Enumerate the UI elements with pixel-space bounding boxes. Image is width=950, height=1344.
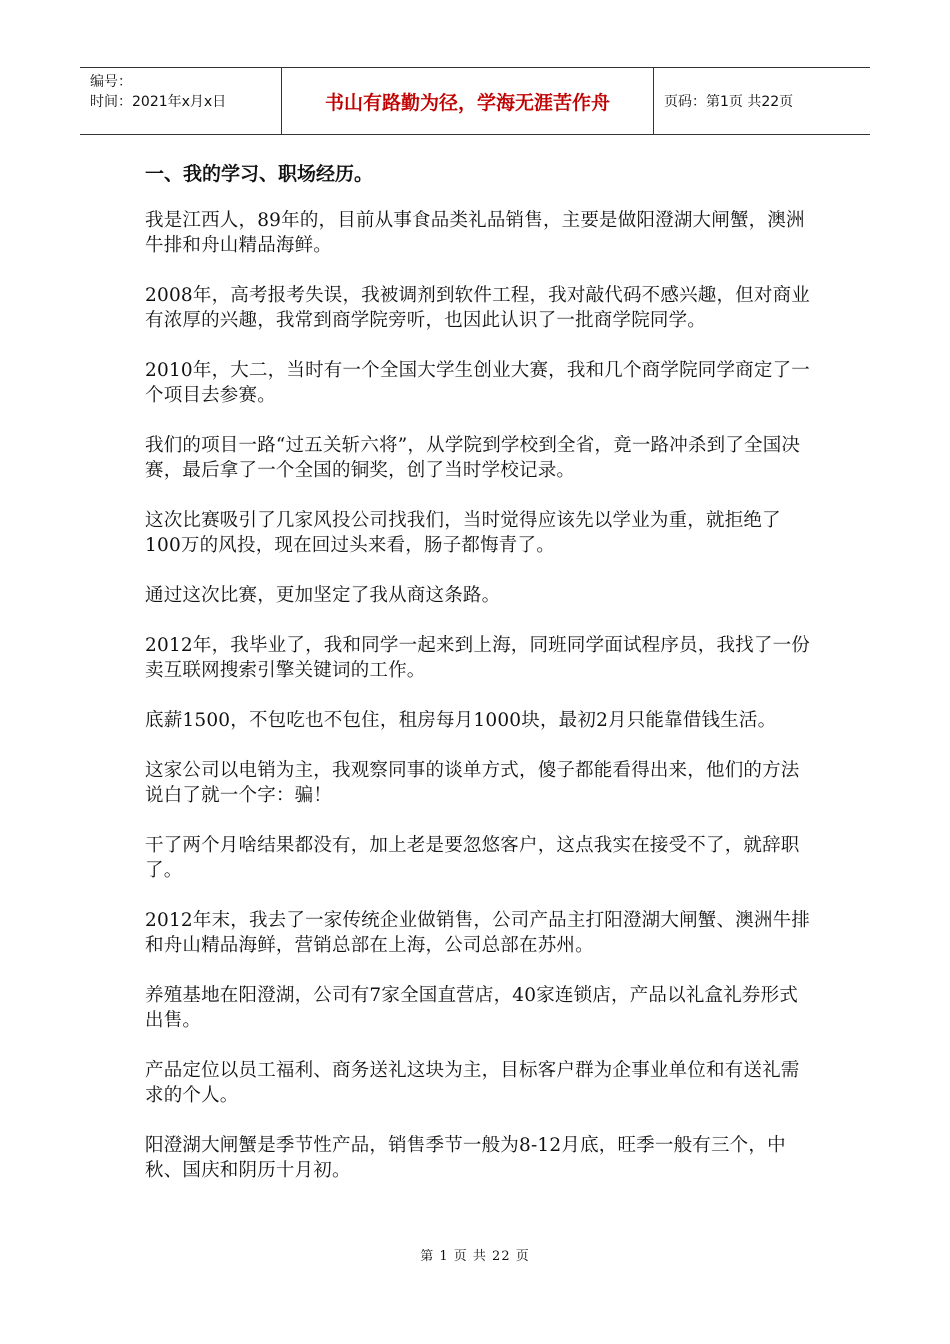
paragraph: 这家公司以电销为主，我观察同事的谈单方式，傻子都能看得出来，他们的方法说白了就一个字：骗！ [145,760,800,806]
paragraph: 养殖基地在阳澄湖，公司有7家全国直营店，40家连锁店，产品以礼盒礼券形式出售。 [145,985,799,1031]
paragraph: 2008年，高考报考失误，我被调剂到软件工程，我对敲代码不感兴趣，但对商业有浓厚的兴趣，我常到商学院旁听，也因此认识了一批商学院同学。 [145,285,810,331]
number-label: 编号： [90,74,132,90]
page-header [80,67,870,135]
header-page-info: 页码：第1页 共22页 [664,94,794,110]
paragraph: 通过这次比赛，更加坚定了我从商这条路。 [145,585,501,606]
paragraph: 阳澄湖大闸蟹是季节性产品，销售季节一般为8-12月底，旺季一般有三个，中秋、国庆和阴历十月初。 [145,1135,786,1181]
header-motto: 书山有路勤为径，学海无涯苦作舟 [282,68,654,134]
paragraph: 产品定位以员工福利、商务送礼这块为主，目标客户群为企事业单位和有送礼需求的个人。 [145,1060,800,1106]
header-left-cell [80,68,282,134]
paragraph: 干了两个月啥结果都没有，加上老是要忽悠客户，这点我实在接受不了，就辞职了。 [145,835,800,881]
paragraph: 我们的项目一路“过五关斩六将”，从学院到学校到全省，竟一路冲杀到了全国决赛，最后拿了一个全国的铜奖，创了当时学校记录。 [145,435,801,481]
document-body [145,148,813,1208]
paragraph: 2012年，我毕业了，我和同学一起来到上海，同班同学面试程序员，我找了一份卖互联网搜索引擎关键词的工作。 [145,635,810,681]
section-heading: 一、我的学习、职场经历。 [145,163,374,185]
paragraph: 这次比赛吸引了几家风投公司找我们，当时觉得应该先以学业为重，就拒绝了100万的风投，现在回过头来看，肠子都悔青了。 [145,510,781,556]
paragraph: 底薪1500，不包吃也不包住，租房每月1000块，最初2月只能靠借钱生活。 [145,710,777,731]
time-label: 时间：2021年x月x日 [90,94,227,110]
paragraph: 我是江西人，89年的，目前从事食品类礼品销售，主要是做阳澄湖大闸蟹，澳洲牛排和舟山精品海鲜。 [145,210,805,256]
paragraph: 2010年，大二，当时有一个全国大学生创业大赛，我和几个商学院同学商定了一个项目去参赛。 [145,360,810,406]
paragraph: 2012年末，我去了一家传统企业做销售，公司产品主打阳澄湖大闸蟹、澳洲牛排和舟山精品海鲜，营销总部在上海，公司总部在苏州。 [145,910,810,956]
page-footer: 第 1 页 共 22 页 [420,1249,530,1264]
